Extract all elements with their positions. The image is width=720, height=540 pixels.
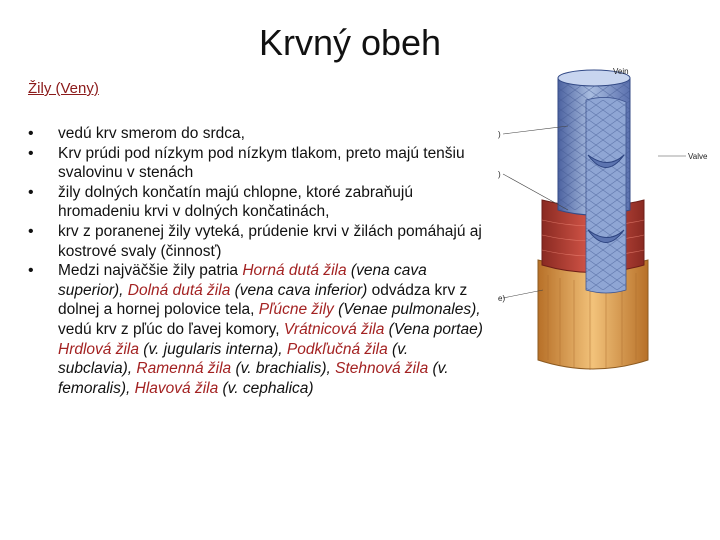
vein-name: Pľúcne žily	[258, 301, 334, 319]
label-vein: Vein	[613, 67, 629, 76]
bullet-text: (v. cephalica)	[218, 379, 314, 397]
vein-name: Vrátnicová žila	[283, 320, 385, 338]
vein-name: Hrdlová žila	[58, 340, 139, 358]
vein-name: Stehnová žila	[335, 360, 429, 378]
bullet-text: (v. subclavia),	[58, 340, 409, 378]
bullet-text: (v. jugularis interna),	[138, 340, 287, 358]
bullet-text: (vena cava inferior)	[230, 281, 368, 299]
vein-illustration	[498, 60, 720, 380]
bullet-text: Medzi najväčšie žily patria	[58, 262, 243, 280]
bullet-item	[28, 124, 483, 144]
bullet-item	[28, 261, 483, 398]
bullet-text: (v. femoralis),	[58, 360, 449, 397]
slide-title: Krvný obeh	[258, 22, 442, 63]
vein-name: Ramenná žila	[136, 360, 232, 378]
bullet-text: (v. brachialis),	[231, 360, 336, 378]
bullet-text: (vena cava superior),	[58, 262, 427, 299]
label-left-2: )	[498, 170, 501, 179]
bullet-text: krv z poranenej žily vyteká, prúdenie krvi v žilách pomáhajú aj kostrové svaly (činnosť)	[58, 222, 482, 260]
bullet-item	[28, 144, 483, 183]
label-left-3: e)	[498, 294, 506, 303]
bullet-text: žily dolných končatín majú chlopne, ktoré zabraňujú hromadeniu krvi v dolných končatinách,	[58, 183, 413, 221]
bullet-item	[28, 183, 483, 222]
bullet-text: Krv prúdi pod nízkym pod nízkym tlakom, preto majú tenšiu svalovinu v stenách	[58, 144, 465, 182]
vein-name: Dolná dutá žila	[127, 281, 231, 299]
vein-name: Horná dutá žila	[242, 262, 347, 280]
bullet-list	[28, 124, 483, 398]
bullet-text: vedú krv z pľúc do ľavej komory,	[58, 320, 284, 338]
section-subtitle: Žily (Veny)	[28, 80, 99, 97]
bullet-text: (Vena portae)	[384, 320, 483, 338]
label-valve: Valve	[688, 152, 708, 161]
bullet-text: vedú krv smerom do srdca,	[58, 125, 245, 142]
bullet-text: (Venae pulmonales),	[333, 301, 481, 319]
vein-name: Podkľučná žila	[286, 340, 388, 358]
bullet-item	[28, 222, 483, 261]
label-left-1: )	[498, 130, 501, 139]
bullet-text: odvádza krv z dolnej a hornej polovice tela,	[58, 281, 468, 319]
vein-name: Hlavová žila	[134, 379, 219, 397]
